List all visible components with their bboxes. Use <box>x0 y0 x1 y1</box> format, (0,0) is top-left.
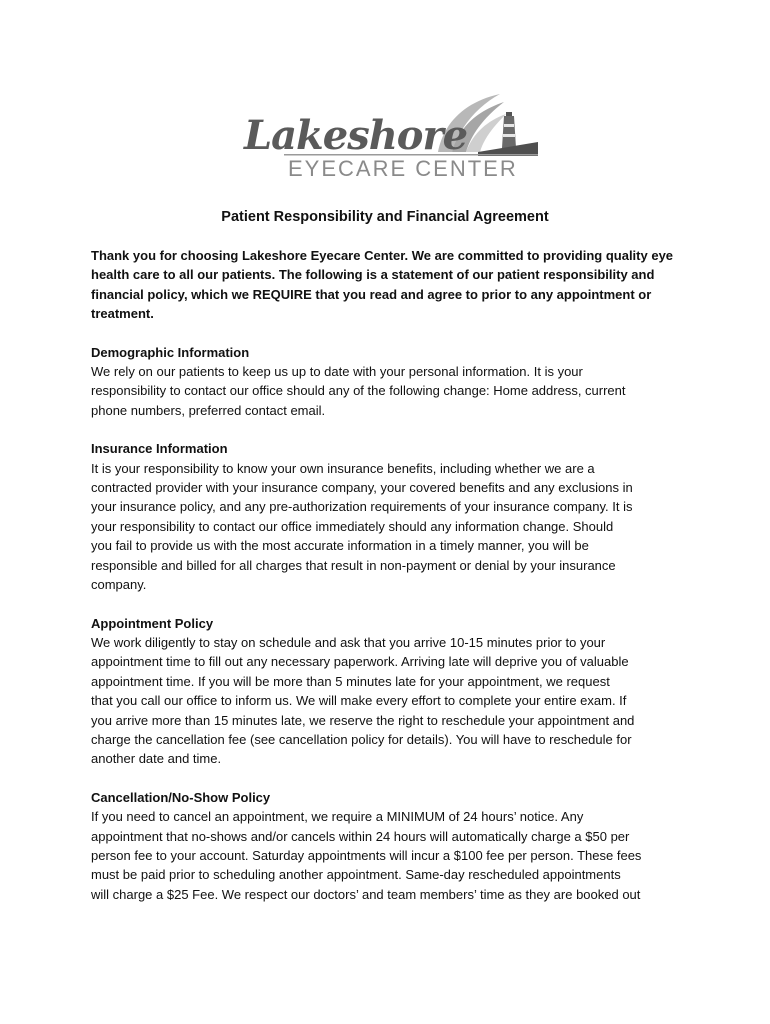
section-text-line: appointment that no-shows and/or cancels within 24 hours will automatically charge a $50 per <box>91 828 630 844</box>
section-text-line: person fee to your account. Saturday appointments will incur a $100 fee per person. These fees <box>91 847 642 863</box>
document-title: Patient Responsibility and Financial Agreement <box>221 209 549 225</box>
section-text-line: responsible and billed for all charges that result in non-payment or denial by your insurance <box>91 557 616 573</box>
policy-section <box>91 439 691 594</box>
document-body <box>91 246 691 923</box>
section-text-line: We rely on our patients to keep us up to date with your personal information. It is your <box>91 364 583 380</box>
section-text-line: that you call our office to inform us. We will make every effort to complete your entire exam. If <box>91 693 627 709</box>
section-text-line: must be paid prior to scheduling another appointment. Same-day rescheduled appointments <box>91 867 621 883</box>
section-text-line: If you need to cancel an appointment, we require a MINIMUM of 24 hours’ notice. Any <box>91 809 584 825</box>
section-text-line: company. <box>91 577 147 593</box>
policy-section <box>91 788 691 904</box>
intro-line: health care to all our patients. The following is a statement of our patient responsibility and <box>91 267 655 283</box>
section-text-line: you fail to provide us with the most accurate information in a timely manner, you will be <box>91 538 589 554</box>
logo-wordmark: Lakeshore <box>244 112 468 159</box>
section-heading: Cancellation/No-Show Policy <box>91 789 271 805</box>
section-heading: Demographic Information <box>91 344 250 360</box>
intro-line: Thank you for choosing Lakeshore Eyecare Center. We are committed to providing quality eye <box>91 248 674 263</box>
section-heading: Appointment Policy <box>91 615 214 631</box>
section-text-line: appointment time to fill out any necessary paperwork. Arriving late will deprive you of valuable <box>91 654 629 670</box>
policy-section <box>91 614 691 769</box>
section-text-line: We work diligently to stay on schedule and ask that you arrive 10-15 minutes prior to your <box>91 634 606 650</box>
section-text-line: your responsibility to contact our office immediately should any information change. Should <box>91 518 614 534</box>
section-text-line: charge the cancellation fee (see cancellation policy for details). You will have to reschedule for <box>91 731 632 747</box>
section-text-line: contracted provider with your insurance company, your covered benefits and any exclusions in <box>91 480 633 496</box>
section-text-line: phone numbers, preferred contact email. <box>91 402 326 418</box>
section-heading: Insurance Information <box>91 441 228 457</box>
section-text-line: responsibility to contact our office should any of the following change: Home address, current <box>91 383 626 399</box>
section-text-line: your insurance policy, and any pre-authorization requirements of your insurance company. It is <box>91 499 633 515</box>
section-text-line: It is your responsibility to know your own insurance benefits, including whether we are a <box>91 460 595 476</box>
policy-section <box>91 343 691 421</box>
logo-subtitle: EYECARE CENTER <box>288 156 518 181</box>
intro-paragraph <box>91 246 691 324</box>
policy-sections <box>91 343 691 905</box>
intro-line: treatment. <box>91 306 154 322</box>
section-text-line: another date and time. <box>91 751 222 767</box>
section-text-line: you arrive more than 15 minutes late, we reserve the right to reschedule your appointment and <box>91 712 635 728</box>
section-text-line: will charge a $25 Fee. We respect our doctors’ and team members’ time as they are booked out <box>91 886 641 902</box>
intro-line: financial policy, which we REQUIRE that you read and agree to prior to any appointment or <box>91 286 652 302</box>
section-text-line: appointment time. If you will be more than 5 minutes late for your appointment, we request <box>91 673 610 689</box>
company-logo <box>238 90 538 190</box>
